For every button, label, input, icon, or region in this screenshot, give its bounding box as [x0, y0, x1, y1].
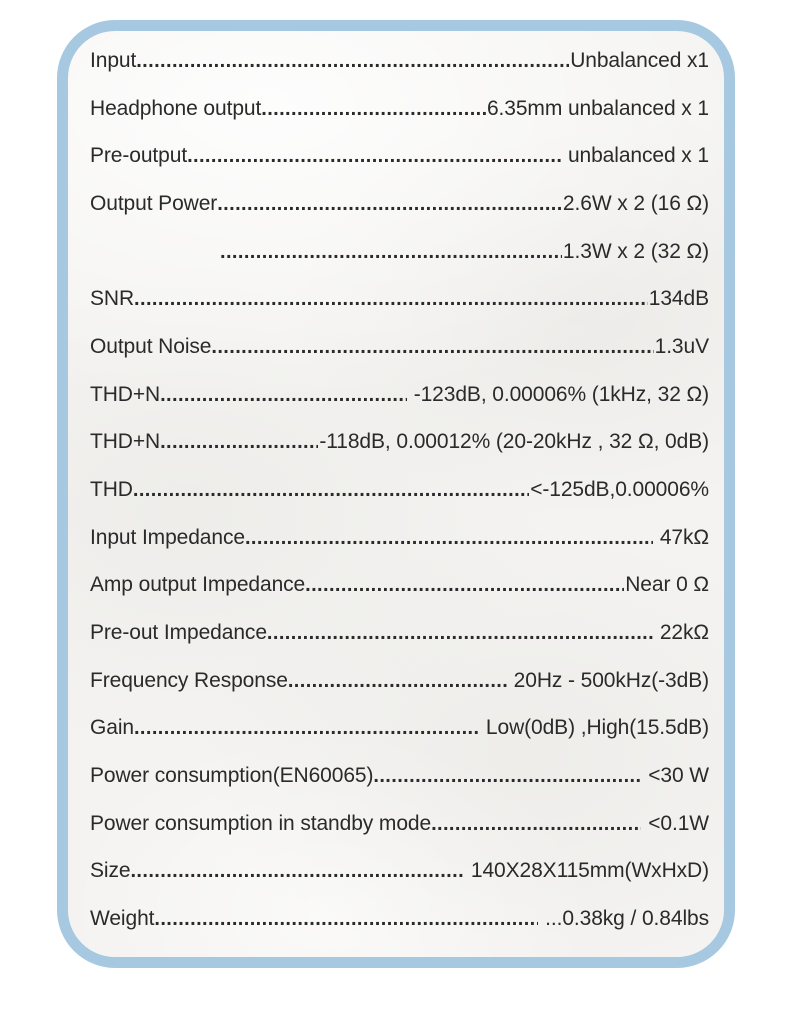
spec-row: [90, 192, 709, 216]
spec-row: [90, 859, 709, 883]
spec-label: Pre-out Impedance: [90, 620, 267, 644]
spec-value: 140X28X115mm(WxHxD): [465, 859, 709, 883]
spec-label: Input: [90, 49, 137, 72]
dot-leader: [373, 764, 641, 788]
spec-row: [90, 764, 709, 788]
dot-leader: [134, 287, 648, 311]
spec-row: [90, 669, 709, 693]
dot-leader: [305, 573, 624, 597]
spec-label: Size: [90, 859, 131, 883]
spec-value: 6.35mm unbalanced x 1: [486, 96, 709, 120]
dot-leader: [288, 669, 507, 693]
spec-value: 2.6W x 2 (16 Ω): [562, 191, 709, 215]
spec-value: ...0.38kg / 0.84lbs: [539, 906, 709, 930]
spec-row: [90, 621, 709, 645]
dot-leader: [431, 812, 641, 836]
spec-row: [90, 526, 709, 550]
dot-leader: [245, 526, 653, 550]
dot-leader: [134, 716, 479, 740]
spec-label: Headphone output: [90, 96, 262, 120]
dot-leader: [130, 859, 464, 883]
dot-leader: [217, 192, 562, 216]
spec-label: Output Noise: [90, 334, 212, 358]
spec-row: [90, 240, 709, 264]
spec-value: Unbalanced x1: [570, 49, 709, 72]
dot-leader: [261, 97, 486, 121]
dot-leader: [220, 240, 562, 264]
spec-value: 20Hz - 500kHz(-3dB): [507, 668, 709, 692]
spec-row: [90, 573, 709, 597]
spec-value: 47kΩ: [654, 525, 709, 549]
spec-list: [68, 31, 724, 957]
spec-label: Output Power: [90, 191, 218, 215]
spec-panel: [57, 20, 735, 968]
dot-leader: [154, 907, 538, 931]
spec-value: <30 W: [642, 763, 709, 787]
spec-label: Amp output Impedance: [90, 573, 306, 597]
spec-label: Input Impedance: [90, 525, 245, 549]
spec-value: 1.3W x 2 (32 Ω): [562, 239, 709, 263]
spec-row: [90, 287, 709, 311]
spec-label: Gain: [90, 716, 134, 740]
spec-label: THD+N: [90, 382, 161, 406]
spec-label: SNR: [90, 287, 135, 311]
spec-label: Pre-output: [90, 144, 188, 168]
spec-value: -118dB, 0.00012% (20-20kHz , 32 Ω, 0dB): [319, 430, 709, 454]
spec-value: 22kΩ: [654, 620, 709, 644]
spec-value: -123dB, 0.00006% (1kHz, 32 Ω): [407, 382, 709, 406]
spec-row: [90, 430, 709, 454]
dot-leader: [187, 144, 561, 168]
spec-value: <0.1W: [642, 811, 709, 835]
spec-label: Power consumption in standby mode: [90, 811, 432, 835]
dot-leader: [211, 335, 653, 359]
spec-label: Frequency Response: [90, 668, 288, 692]
spec-row: [90, 478, 709, 502]
spec-value: 134dB: [648, 287, 709, 311]
spec-row: [90, 812, 709, 836]
dot-leader: [267, 621, 653, 645]
dot-leader: [133, 478, 529, 502]
spec-value: Near 0 Ω: [625, 573, 709, 597]
spec-value: 1.3uV: [654, 334, 709, 358]
spec-label: Power consumption(EN60065): [90, 763, 374, 787]
dot-leader: [160, 383, 407, 407]
spec-row: [90, 97, 709, 121]
dot-leader: [160, 430, 318, 454]
spec-value: unbalanced x 1: [562, 144, 709, 168]
spec-row: [90, 907, 709, 931]
spec-label: Weight: [90, 906, 155, 930]
spec-row: [90, 144, 709, 168]
spec-row: [90, 716, 709, 740]
spec-row: [90, 49, 709, 73]
spec-row: [90, 335, 709, 359]
spec-value: <-125dB,0.00006%: [530, 477, 709, 501]
spec-label: THD: [90, 477, 133, 501]
spec-value: Low(0dB) ,High(15.5dB): [480, 716, 709, 740]
spec-row: [90, 383, 709, 407]
dot-leader: [136, 49, 569, 73]
spec-label: THD+N: [90, 430, 161, 454]
